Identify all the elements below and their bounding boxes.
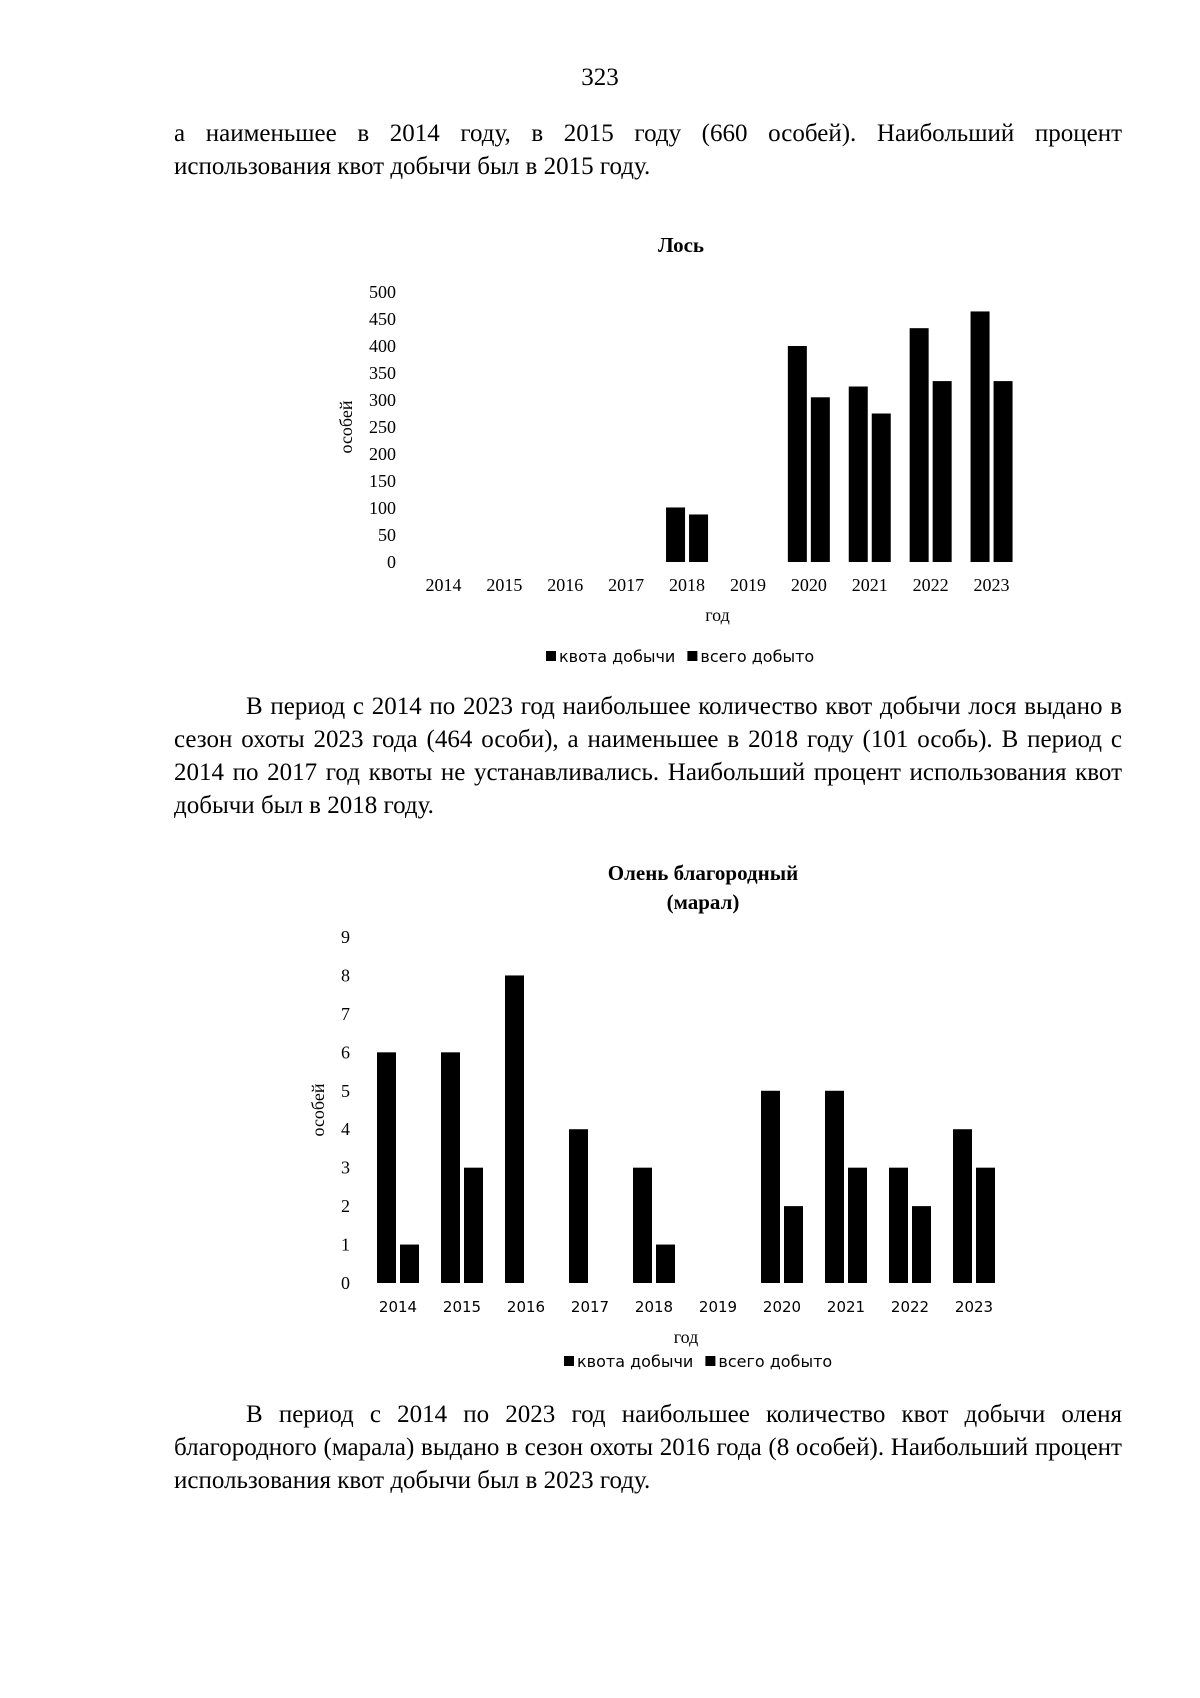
y-tick-label: 50 xyxy=(378,525,396,545)
bar-quota xyxy=(666,507,685,562)
legend-label: всего добыто xyxy=(718,1352,833,1371)
page-number: 323 xyxy=(581,64,619,91)
x-tick-label: 2016 xyxy=(506,1298,546,1316)
paragraph-bottom: В период с 2014 по 2023 год наибольшее количество квот добычи оленя благородного (марала) выдано в сезон охоты 2016 года (8 особей). Наибольший процент использования квот добычи был в 2023 году. xyxy=(174,1401,1122,1494)
y-tick-label: 200 xyxy=(369,444,396,464)
paragraph-top: а наименьшее в 2014 году, в 2015 году (660 особей). Наибольший процент использования квот добычи был в 2015 году. xyxy=(174,120,1122,180)
y-tick-label: 500 xyxy=(369,282,396,302)
y-tick-label: 7 xyxy=(341,1003,350,1024)
y-tick-label: 3 xyxy=(341,1157,350,1178)
y-tick-label: 250 xyxy=(369,417,396,437)
bar-quota xyxy=(633,1168,652,1283)
bar-quota xyxy=(889,1168,908,1283)
bar-harvested xyxy=(933,381,952,562)
y-tick-label: 6 xyxy=(341,1042,350,1063)
bar-quota xyxy=(825,1091,844,1283)
y-tick-label: 100 xyxy=(369,498,396,518)
bar-harvested xyxy=(656,1245,675,1283)
x-tick-label: 2023 xyxy=(954,1298,994,1316)
y-tick-label: 5 xyxy=(341,1080,350,1101)
bar-harvested xyxy=(811,397,830,562)
x-tick-label: 2015 xyxy=(486,575,523,595)
bar-harvested xyxy=(994,381,1013,562)
bar-quota xyxy=(953,1129,972,1283)
x-tick-label: 2014 xyxy=(425,575,462,595)
y-tick-label: 2 xyxy=(341,1196,350,1217)
y-tick-label: 150 xyxy=(369,471,396,491)
chart-deer xyxy=(308,861,995,1371)
x-tick-label: 2022 xyxy=(912,575,949,595)
y-axis-label: особей xyxy=(336,400,356,454)
y-tick-label: 450 xyxy=(369,309,396,329)
legend-swatch xyxy=(546,651,556,661)
bar-harvested xyxy=(784,1206,803,1283)
paragraph-middle: В период с 2014 по 2023 год наибольшее количество квот добычи лося выдано в сезон охоты 2023 года (464 особи), а наименьшее в 2018 году (101 особь). В период с 2014 по 2017 год квоты не устанавливались. Наибольший процент использования квот добычи был в 2018 году. xyxy=(174,693,1122,819)
chart-title: Лось xyxy=(657,233,705,257)
y-tick-label: 4 xyxy=(341,1119,350,1140)
legend-swatch xyxy=(705,1356,715,1366)
chart-title: (марал) xyxy=(666,890,740,914)
x-tick-label: 2018 xyxy=(669,575,706,595)
legend-swatch xyxy=(687,651,697,661)
x-tick-label: 2023 xyxy=(973,575,1010,595)
x-tick-label: 2017 xyxy=(608,575,645,595)
chart-moose xyxy=(336,233,1013,666)
bar-harvested xyxy=(400,1245,419,1283)
bar-quota xyxy=(910,328,929,562)
bar-harvested xyxy=(689,514,708,562)
x-tick-label: 2018 xyxy=(634,1298,674,1316)
x-tick-label: 2021 xyxy=(826,1298,866,1316)
bar-quota xyxy=(441,1052,460,1283)
bar-quota xyxy=(849,387,868,563)
y-tick-label: 9 xyxy=(341,927,350,947)
legend-label: всего добыто xyxy=(700,647,815,666)
bar-harvested xyxy=(976,1168,995,1283)
bar-harvested xyxy=(848,1168,867,1283)
y-tick-label: 400 xyxy=(369,336,396,356)
y-tick-label: 0 xyxy=(387,552,396,572)
bar-harvested xyxy=(872,414,891,563)
chart-title: Олень благородный xyxy=(607,861,799,885)
y-tick-label: 0 xyxy=(341,1273,350,1293)
x-tick-label: 2022 xyxy=(890,1298,930,1316)
y-tick-label: 350 xyxy=(369,363,396,383)
x-tick-label: 2021 xyxy=(851,575,888,595)
x-axis-label: год xyxy=(705,605,730,625)
x-tick-label: 2017 xyxy=(570,1298,610,1316)
y-axis-label: особей xyxy=(308,1083,328,1137)
x-tick-label: 2020 xyxy=(762,1298,802,1316)
x-tick-label: 2019 xyxy=(698,1298,738,1316)
bar-quota xyxy=(971,311,990,562)
x-tick-label: 2014 xyxy=(378,1298,418,1316)
legend-label: квота добычи xyxy=(559,647,676,666)
bar-harvested xyxy=(912,1206,931,1283)
legend-label: квота добычи xyxy=(577,1352,694,1371)
y-tick-label: 1 xyxy=(341,1234,350,1255)
x-tick-label: 2019 xyxy=(729,575,766,595)
bar-quota xyxy=(377,1052,396,1283)
bar-quota xyxy=(569,1129,588,1283)
bar-harvested xyxy=(464,1168,483,1283)
legend-swatch xyxy=(564,1356,574,1366)
bar-quota xyxy=(761,1091,780,1283)
bar-quota xyxy=(505,975,524,1283)
y-tick-label: 8 xyxy=(341,965,350,986)
bar-quota xyxy=(788,346,807,562)
x-tick-label: 2016 xyxy=(547,575,584,595)
x-tick-label: 2015 xyxy=(442,1298,482,1316)
x-axis-label: год xyxy=(673,1327,699,1347)
x-tick-label: 2020 xyxy=(790,575,827,595)
y-tick-label: 300 xyxy=(369,390,396,410)
